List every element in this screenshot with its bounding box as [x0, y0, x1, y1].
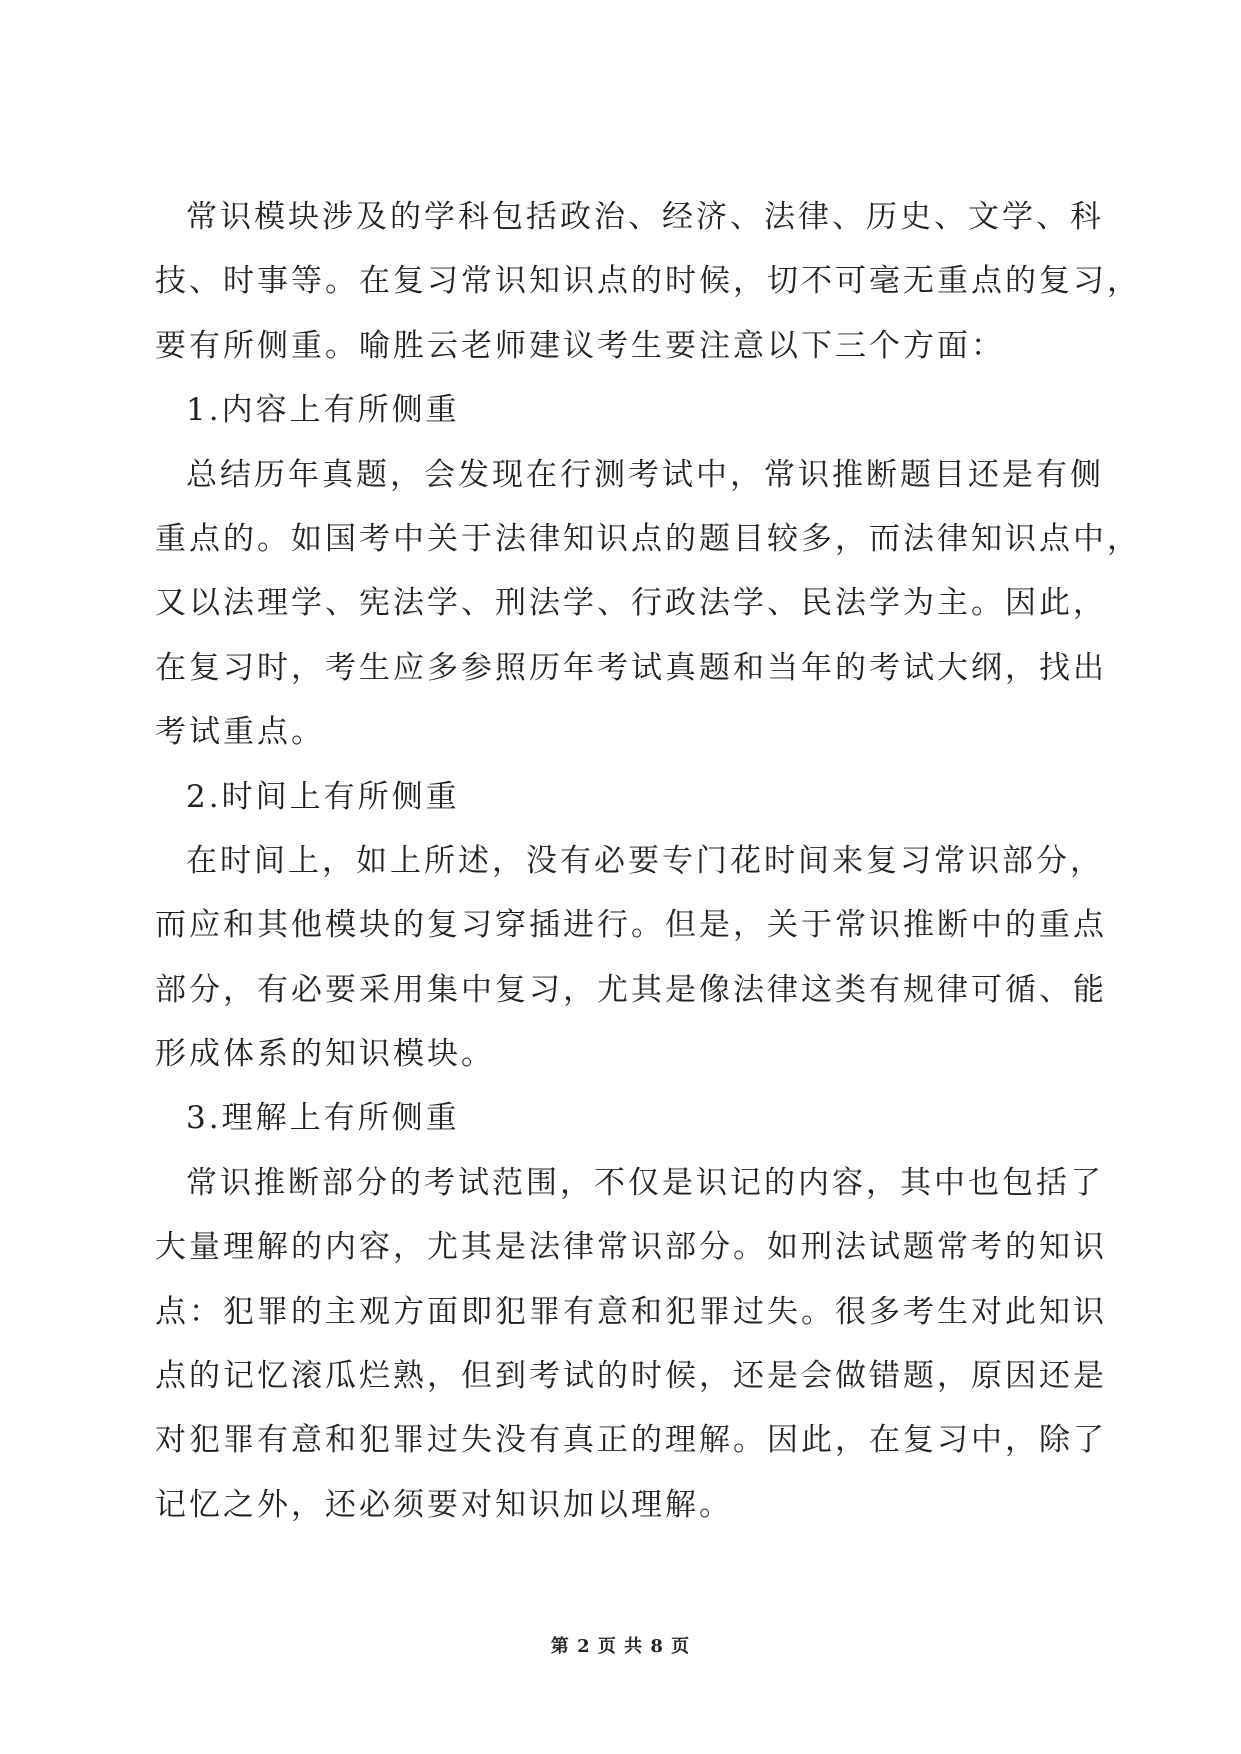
body-text: [155, 185, 1141, 1537]
paragraph-line: 记忆之外，还必须要对知识加以理解。: [155, 1486, 733, 1523]
paragraph-line: 大量理解的内容，尤其是法律常识部分。如刑法试题常考的知识: [155, 1229, 1107, 1266]
paragraph-line: 点：犯罪的主观方面即犯罪有意和犯罪过失。很多考生对此知识: [155, 1293, 1107, 1330]
paragraph-line: 重点的。如国考中关于法律知识点的题目较多，而法律知识点中，: [155, 520, 1141, 557]
section-heading: 1.内容上有所侧重: [186, 392, 460, 429]
paragraph-line: 而应和其他模块的复习穿插进行。但是，关于常识推断中的重点: [155, 907, 1107, 944]
paragraph-line: 部分，有必要采用集中复习，尤其是像法律这类有规律可循、能: [155, 971, 1107, 1008]
paragraph-line: 形成体系的知识模块。: [155, 1036, 495, 1073]
paragraph-line: 点的记忆滚瓜烂熟，但到考试的时候，还是会做错题，原因还是: [155, 1358, 1107, 1395]
paragraph-line: 又以法理学、宪法学、刑法学、行政法学、民法学为主。因此，: [155, 585, 1107, 622]
page-number-footer: 第 2 页 共 8 页: [550, 1636, 691, 1657]
paragraph-line: 考试重点。: [155, 714, 325, 751]
paragraph-line: 在复习时，考生应多参照历年考试真题和当年的考试大纲，找出: [155, 649, 1107, 686]
paragraph-line: 要有所侧重。喻胜云老师建议考生要注意以下三个方面：: [155, 327, 1005, 364]
paragraph-line: 常识推断部分的考试范围，不仅是识记的内容，其中也包括了: [186, 1164, 1104, 1201]
section-heading: 2.时间上有所侧重: [186, 778, 460, 815]
paragraph-line: 总结历年真题，会发现在行测考试中，常识推断题目还是有侧: [186, 456, 1104, 493]
section-heading: 3.理解上有所侧重: [186, 1100, 460, 1137]
paragraph-line: 常识模块涉及的学科包括政治、经济、法律、历史、文学、科: [186, 199, 1104, 235]
paragraph-line: 技、时事等。在复习常识知识点的时候，切不可毫无重点的复习，: [155, 263, 1141, 300]
paragraph-line: 在时间上，如上所述，没有必要专门花时间来复习常识部分，: [186, 842, 1104, 879]
paragraph-line: 对犯罪有意和犯罪过失没有真正的理解。因此，在复习中，除了: [155, 1422, 1107, 1459]
